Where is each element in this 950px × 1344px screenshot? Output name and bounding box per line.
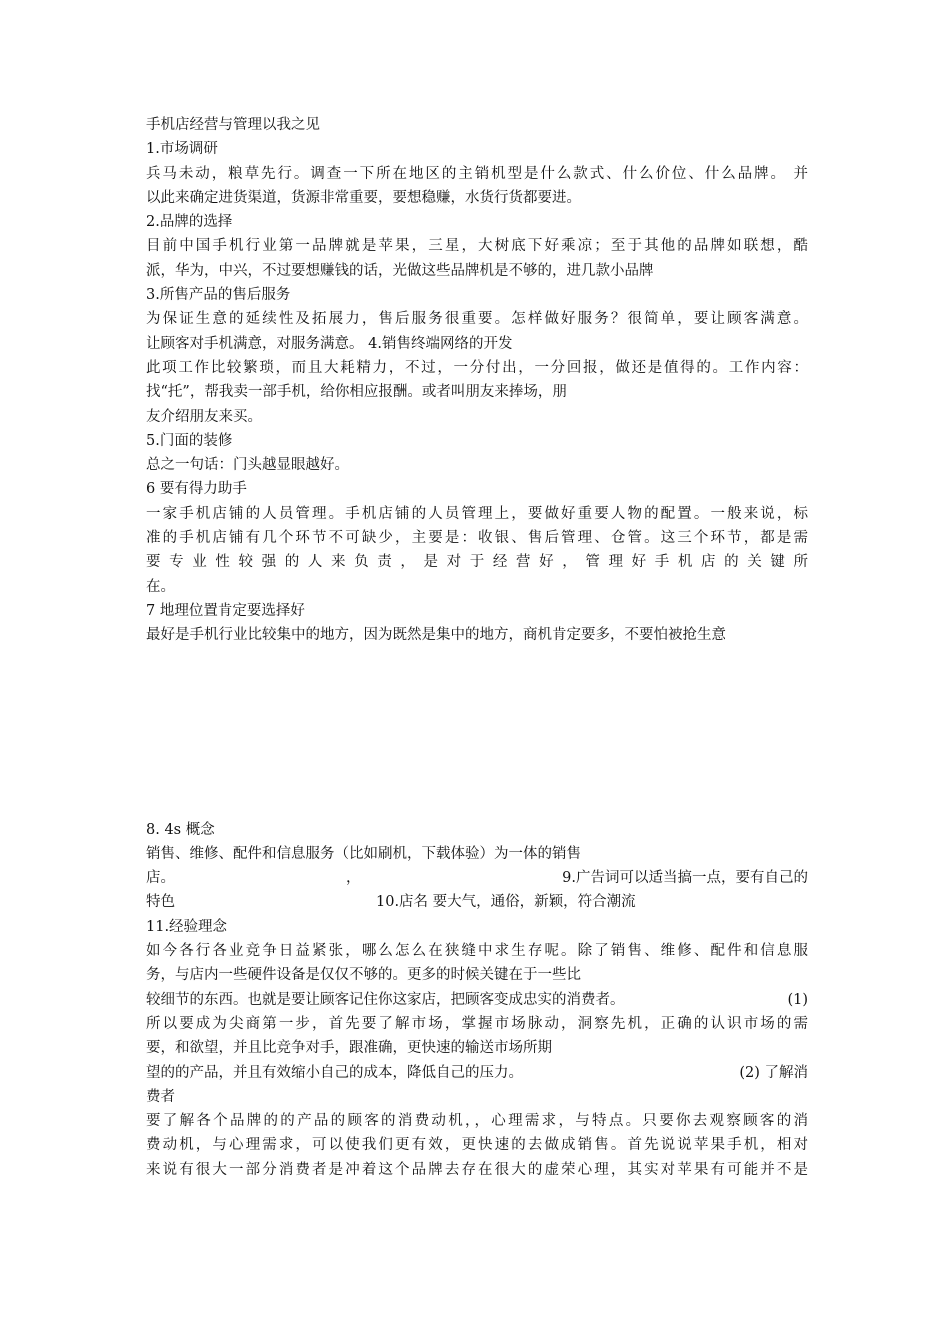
paragraph-line: 目前中国手机行业第一品牌就是苹果，三星，大树底下好乘凉；至于其他的品牌如联想，酷	[146, 238, 808, 255]
section-heading: 6 要有得力助手	[146, 481, 247, 498]
doc-title: 手机店经营与管理以我之见	[146, 117, 320, 133]
paragraph-line: 所以要成为尖商第一步，首先要了解市场，掌握市场脉动，洞察先机，正确的认识市场的需	[146, 1015, 808, 1032]
paragraph-line: 费者	[146, 1088, 175, 1105]
paragraph-line: 最好是手机行业比较集中的地方，因为既然是集中的地方，商机肯定要多，不要怕被抢生意	[146, 627, 726, 644]
paragraph-line: 如今各行各业竞争日益紧张，哪么怎么在狭缝中求生存呢。除了销售、维修、配件和信息服	[146, 943, 808, 960]
paragraph-line: 让顾客对手机满意，对服务满意。 4.销售终端网络的开发	[146, 335, 513, 352]
text-fragment: 10.店名 要大气，通俗，新颖，符合潮流	[376, 894, 636, 911]
paragraph-line: 准的手机店铺有几个环节不可缺少，主要是：收银、售后管理、仓管。这三个环节，都是需	[146, 530, 808, 547]
paragraph-line: 要 专 业 性 较 强 的 人 来 负 责 ， 是 对 于 经 营 好 ， 管 理 好 手 机 店 的 关 键 所	[146, 554, 808, 571]
paragraph-line: 找“托”，帮我卖一部手机，给你相应报酬。或者叫朋友来捧场，朋	[146, 384, 567, 401]
section-heading: 7 地理位置肯定要选择好	[146, 602, 305, 619]
text-fragment: 较细节的东西。也就是要让顾客记住你这家店，把顾客变成忠实的消费者。	[146, 991, 625, 1008]
paragraph-line: 此项工作比较繁琐，而且大耗精力，不过，一分付出，一分回报，做还是值得的。工作内容：	[146, 359, 808, 376]
paragraph-line: 派，华为，中兴，不过要想赚钱的话，光做这些品牌机是不够的，进几款小品牌	[146, 262, 654, 279]
paragraph-line: 以此来确定进货渠道，货源非常重要，要想稳赚，水货行货都要进。	[146, 189, 581, 206]
text-fragment: 店。	[146, 870, 175, 887]
paragraph-line: 为保证生意的延续性及拓展力，售后服务很重要。怎样做好服务？很简单，要让顾客满意。	[146, 311, 808, 328]
paragraph-line: 务，与店内一些硬件设备是仅仅不够的。更多的时候关键在于一些比	[146, 967, 581, 984]
paragraph-line	[146, 890, 808, 914]
paragraph-line: 友介绍朋友来买。	[146, 408, 262, 425]
paragraph-line: 要了解各个品牌的的产品的顾客的消费动机，，心理需求，与特点。只要你去观察顾客的消	[146, 1113, 808, 1130]
text-fragment: ，	[346, 870, 361, 887]
paragraph-line: 来说有很大一部分消费者是冲着这个品牌去存在很大的虚荣心理，其实对苹果有可能并不是	[146, 1161, 808, 1178]
paragraph-line	[146, 866, 808, 890]
section-heading: 3.所售产品的售后服务	[146, 287, 291, 304]
paragraph-line: 一家手机店铺的人员管理。手机店铺的人员管理上，要做好重要人物的配置。一般来说，标	[146, 505, 808, 522]
document-body	[146, 113, 808, 1182]
paragraph-line: 要，和欲望，并且比竞争对手，跟准确，更快速的输送市场所期	[146, 1040, 552, 1057]
text-fragment: 望的的产品，并且有效缩小自己的成本，降低自己的压力。	[146, 1064, 523, 1081]
section-heading: 11.经验理念	[146, 918, 228, 935]
section-heading: 8. 4s 概念	[146, 821, 215, 838]
paragraph-line	[146, 988, 808, 1012]
paragraph-line: 总之一句话：门头越显眼越好。	[146, 457, 349, 474]
text-fragment: 9.广告词可以适当搞一点，要有自己的	[562, 870, 808, 887]
paragraph-line: 在。	[146, 578, 175, 595]
list-marker: (2) 了解消	[739, 1064, 808, 1081]
paragraph-line	[146, 1061, 808, 1085]
section-heading: 1.市场调研	[146, 141, 218, 158]
section-heading: 2.品牌的选择	[146, 214, 233, 231]
section-heading: 5.门面的装修	[146, 432, 233, 449]
text-fragment: 特色	[146, 894, 175, 911]
paragraph-line: 销售、维修、配件和信息服务（比如刷机，下载体验）为一体的销售	[146, 845, 581, 862]
list-marker: (1)	[787, 991, 808, 1008]
blank-space	[146, 648, 808, 818]
paragraph-line: 兵马未动，粮草先行。调查一下所在地区的主销机型是什么款式、什么价位、什么品牌。 并	[146, 165, 808, 182]
paragraph-line: 费动机，与心理需求，可以使我们更有效，更快速的去做成销售。首先说说苹果手机，相对	[146, 1137, 808, 1154]
